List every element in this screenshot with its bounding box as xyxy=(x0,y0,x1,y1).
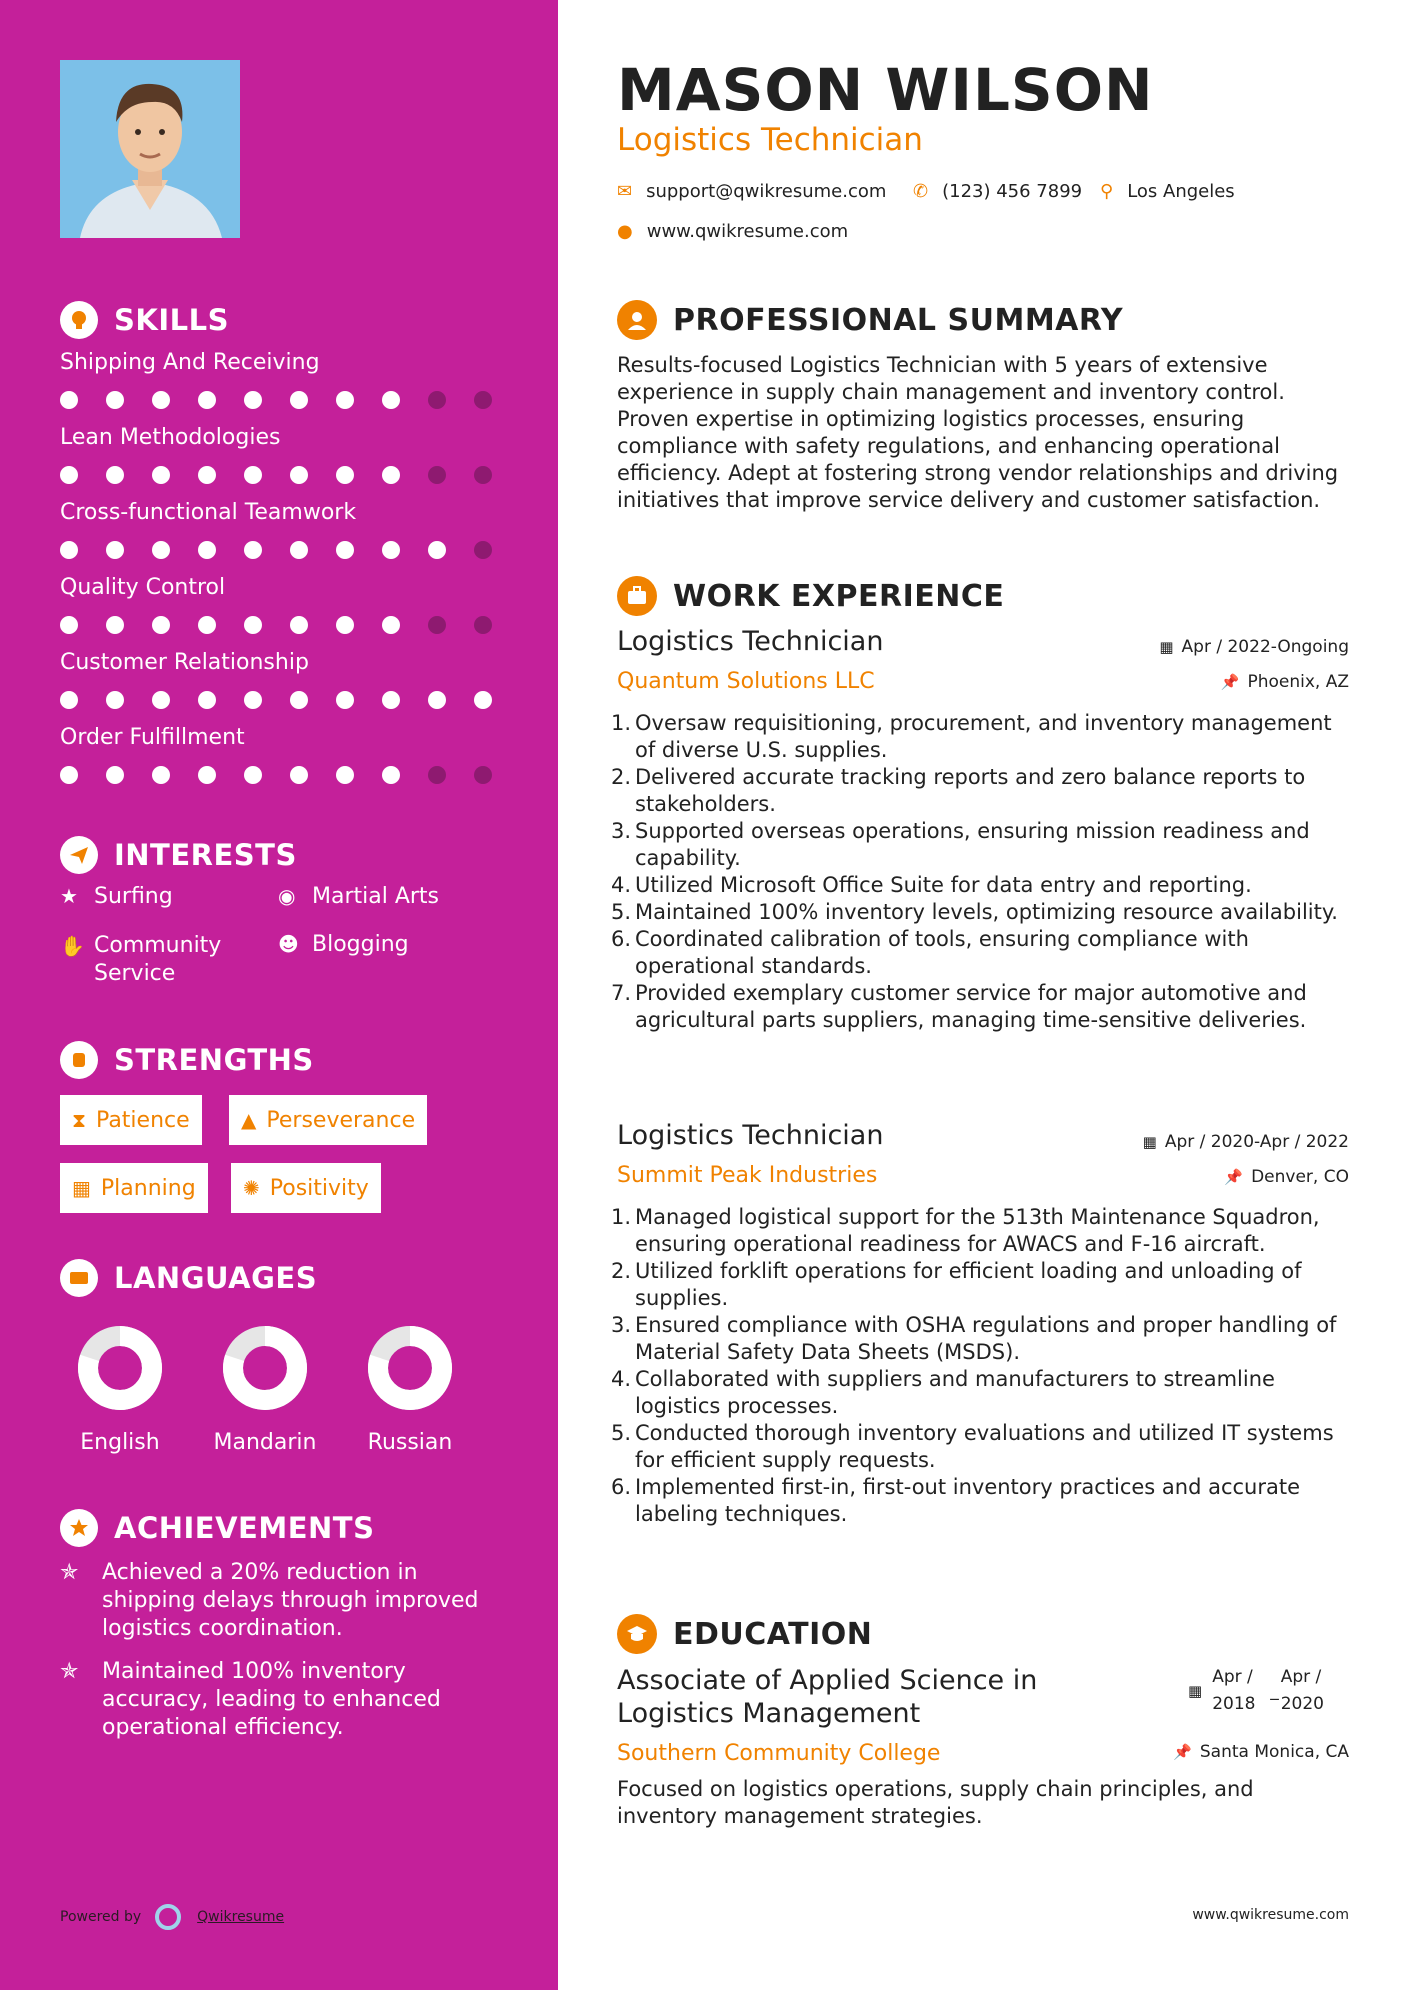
map-pin-icon: ⚲ xyxy=(1100,181,1114,202)
qwikresume-logo-icon xyxy=(155,1904,181,1930)
job-role: Logistics Technician xyxy=(617,1120,884,1151)
powered-by: Powered by Qwikresume xyxy=(60,1904,284,1930)
rating-dot xyxy=(382,691,400,709)
responsibility-item: 6. Implemented first-in, first-out inventory practices and accurate labeling techniques. xyxy=(611,1475,1301,1526)
responsibility-item: 7. Provided exemplary customer service for major automotive and agricultural parts suppliers, managing time-sensitive deliveries. xyxy=(611,981,1307,1032)
star-burst-icon: ✯ xyxy=(60,1560,79,1585)
job-location: 📌 Phoenix, AZ xyxy=(1220,672,1349,692)
rating-dot xyxy=(428,691,446,709)
language-label: English xyxy=(80,1430,160,1455)
lightbulb-icon xyxy=(60,301,98,339)
contact-location: ⚲ Los Angeles xyxy=(1100,181,1235,202)
skill-rating xyxy=(60,766,520,784)
rating-dot xyxy=(152,691,170,709)
rating-dot xyxy=(244,766,262,784)
strength-chip: ▲ Perseverance xyxy=(229,1095,427,1145)
rating-dot xyxy=(382,391,400,409)
rating-dot xyxy=(198,466,216,484)
experience-heading: WORK EXPERIENCE xyxy=(617,576,1004,616)
rating-dot xyxy=(428,466,446,484)
skill-rating xyxy=(60,691,520,709)
footer-url[interactable]: www.qwikresume.com xyxy=(1192,1907,1349,1923)
summary-text: Results-focused Logistics Technician with 5 years of extensive experience in supply chain management and inventory control. Proven expertise in optimizing logistics processes, ensuring compliance with safety regulations, and enhancing operational efficiency. Adept at fostering strong vendor relationships and driving initiatives that improve service delivery and customer satisfaction. xyxy=(617,353,1339,512)
rating-dot xyxy=(244,466,262,484)
rating-dot xyxy=(106,691,124,709)
envelope-icon: ✉ xyxy=(617,181,633,202)
rating-dot xyxy=(152,391,170,409)
rating-dot xyxy=(106,391,124,409)
strength-chip: ⧗ Patience xyxy=(60,1095,202,1145)
job-dates: ▦ Apr / 2020-Apr / 2022 xyxy=(1142,1132,1349,1152)
interests-heading: INTERESTS xyxy=(60,836,297,874)
job-location: 📌 Denver, CO xyxy=(1224,1167,1349,1187)
rating-dot xyxy=(198,691,216,709)
rating-dot xyxy=(152,616,170,634)
interest-item: ✋ Community Service xyxy=(60,933,222,986)
skill-rating xyxy=(60,616,520,634)
briefcase-icon xyxy=(617,576,657,616)
rating-dot xyxy=(244,691,262,709)
interest-item: ◉ Martial Arts xyxy=(278,884,440,909)
skill-rating xyxy=(60,391,520,409)
job-responsibilities xyxy=(611,710,1351,1034)
responsibility-item: 4. Collaborated with suppliers and manufacturers to streamline logistics processes. xyxy=(611,1367,1275,1418)
contact-email[interactable]: ✉ support@qwikresume.com xyxy=(617,181,887,202)
rating-dot xyxy=(428,541,446,559)
job-dates: ▦ Apr / 2022-Ongoing xyxy=(1159,637,1349,657)
rating-dot xyxy=(336,766,354,784)
rating-dot xyxy=(60,391,78,409)
rating-dot xyxy=(474,616,492,634)
pin-icon: 📌 xyxy=(1173,1743,1192,1761)
rating-dot xyxy=(152,466,170,484)
degree: Associate of Applied Science in Logistics Management xyxy=(617,1665,1038,1729)
rating-dot xyxy=(60,466,78,484)
rating-dot xyxy=(152,766,170,784)
rating-dot xyxy=(336,541,354,559)
star-burst-icon: ✯ xyxy=(60,1659,79,1684)
achievements-heading: ACHIEVEMENTS xyxy=(60,1509,374,1547)
language-label: Russian xyxy=(367,1430,453,1455)
rating-dot xyxy=(60,616,78,634)
rating-dot xyxy=(106,616,124,634)
skill-name: Customer Relationship xyxy=(60,650,309,675)
skill-name: Quality Control xyxy=(60,575,226,600)
skill-rating xyxy=(60,466,520,484)
graduation-cap-icon xyxy=(617,1614,657,1654)
rating-dot xyxy=(474,766,492,784)
responsibility-item: 3. Ensured compliance with OSHA regulations and proper handling of Material Safety Data Sheets (MSDS). xyxy=(611,1313,1337,1364)
interest-item: ★ Surfing xyxy=(60,884,173,909)
responsibility-item: 3. Supported overseas operations, ensuring mission readiness and capability. xyxy=(611,819,1310,870)
rating-dot xyxy=(60,766,78,784)
phone-icon: ✆ xyxy=(913,181,929,202)
sidebar xyxy=(0,0,558,1990)
candidate-title: Logistics Technician xyxy=(617,122,923,158)
rating-dot xyxy=(290,691,308,709)
calendar-icon: ▦ xyxy=(72,1176,91,1200)
responsibility-item: 1. Managed logistical support for the 513th Maintenance Squadron, ensuring operational readiness for AWACS and F-16 aircraft. xyxy=(611,1205,1320,1256)
contact-phone[interactable]: ✆ (123) 456 7899 xyxy=(913,181,1083,202)
pin-icon: 📌 xyxy=(1220,673,1240,691)
education-dates: ▦ Apr / 2018 _ Apr / 2020 xyxy=(1188,1667,1324,1714)
contact-website[interactable]: ● www.qwikresume.com xyxy=(617,221,849,242)
responsibility-item: 2. Utilized forklift operations for efficient loading and unloading of supplies. xyxy=(611,1259,1302,1310)
interest-item: ☻ Blogging xyxy=(278,932,409,957)
language-icon xyxy=(60,1259,98,1297)
job-company: Quantum Solutions LLC xyxy=(617,669,875,694)
achievement-item: ✯ Maintained 100% inventory accuracy, leading to enhanced operational efficiency. xyxy=(60,1659,441,1740)
strength-chip: ▦ Planning xyxy=(60,1163,208,1213)
skills-heading: SKILLS xyxy=(60,301,229,339)
rating-dot xyxy=(428,766,446,784)
trophy-icon xyxy=(60,1509,98,1547)
languages-heading: LANGUAGES xyxy=(60,1259,317,1297)
school: Southern Community College xyxy=(617,1741,941,1766)
hourglass-icon: ⧗ xyxy=(72,1108,87,1132)
skill-name: Cross-functional Teamwork xyxy=(60,500,357,525)
rating-dot xyxy=(428,616,446,634)
star-icon: ★ xyxy=(60,884,78,908)
rating-dot xyxy=(336,391,354,409)
users-icon: ☻ xyxy=(278,932,299,956)
achievement-item: ✯ Achieved a 20% reduction in shipping delays through improved logistics coordination. xyxy=(60,1560,479,1641)
language-label: Mandarin xyxy=(213,1430,317,1455)
globe-icon: ◉ xyxy=(278,884,296,908)
rating-dot xyxy=(336,691,354,709)
language-rings xyxy=(0,1316,558,1426)
responsibility-item: 1. Oversaw requisitioning, procurement, and inventory management of diverse U.S. supplies. xyxy=(611,711,1332,762)
rating-dot xyxy=(244,391,262,409)
responsibility-item: 2. Delivered accurate tracking reports and zero balance reports to stakeholders. xyxy=(611,765,1306,816)
user-icon xyxy=(617,300,657,340)
mountain-icon: ▲ xyxy=(241,1108,257,1132)
rating-dot xyxy=(60,541,78,559)
summary-heading: PROFESSIONAL SUMMARY xyxy=(617,300,1123,340)
rating-dot xyxy=(382,541,400,559)
rating-dot xyxy=(290,466,308,484)
rating-dot xyxy=(198,766,216,784)
rating-dot xyxy=(290,391,308,409)
rating-dot xyxy=(336,466,354,484)
calendar-icon: ▦ xyxy=(1159,638,1174,656)
strengths-heading: STRENGTHS xyxy=(60,1041,314,1079)
hand-icon: ✋ xyxy=(60,934,85,958)
education-text: Focused on logistics operations, supply chain principles, and inventory management strategies. xyxy=(617,1777,1254,1828)
candidate-name: MASON WILSON xyxy=(617,56,1154,124)
responsibility-item: 4. Utilized Microsoft Office Suite for data entry and reporting. xyxy=(611,873,1252,897)
rating-dot xyxy=(474,541,492,559)
strength-chip: ✺ Positivity xyxy=(231,1163,381,1213)
paper-plane-icon xyxy=(60,836,98,874)
rating-dot xyxy=(382,616,400,634)
job-role: Logistics Technician xyxy=(617,626,884,657)
profile-photo xyxy=(60,60,240,238)
skill-rating xyxy=(60,541,520,559)
rating-dot xyxy=(382,766,400,784)
rating-dot xyxy=(428,391,446,409)
brand-link[interactable]: Qwikresume xyxy=(197,1909,285,1925)
education-heading: EDUCATION xyxy=(617,1614,872,1654)
rating-dot xyxy=(244,616,262,634)
rating-dot xyxy=(106,766,124,784)
rating-dot xyxy=(290,541,308,559)
fist-icon xyxy=(60,1041,98,1079)
rating-dot xyxy=(290,766,308,784)
rating-dot xyxy=(152,541,170,559)
pin-icon: 📌 xyxy=(1224,1168,1244,1186)
rating-dot xyxy=(474,391,492,409)
rating-dot xyxy=(198,541,216,559)
skill-name: Order Fulfillment xyxy=(60,725,245,750)
rating-dot xyxy=(106,541,124,559)
job-company: Summit Peak Industries xyxy=(617,1163,878,1188)
skill-name: Shipping And Receiving xyxy=(60,350,320,375)
rating-dot xyxy=(60,691,78,709)
calendar-icon: ▦ xyxy=(1142,1133,1157,1151)
responsibility-item: 6. Coordinated calibration of tools, ensuring compliance with operational standards. xyxy=(611,927,1249,978)
responsibility-item: 5. Maintained 100% inventory levels, optimizing resource availability. xyxy=(611,900,1338,924)
rating-dot xyxy=(198,616,216,634)
responsibility-item: 5. Conducted thorough inventory evaluations and utilized IT systems for efficient supply requests. xyxy=(611,1421,1334,1472)
sun-icon: ✺ xyxy=(243,1176,260,1200)
rating-dot xyxy=(474,466,492,484)
job-responsibilities xyxy=(611,1204,1351,1528)
rating-dot xyxy=(244,541,262,559)
rating-dot xyxy=(106,466,124,484)
rating-dot xyxy=(336,616,354,634)
rating-dot xyxy=(382,466,400,484)
education-location: 📌 Santa Monica, CA xyxy=(1173,1742,1349,1762)
skill-name: Lean Methodologies xyxy=(60,425,281,450)
rating-dot xyxy=(474,691,492,709)
rating-dot xyxy=(198,391,216,409)
calendar-icon: ▦ xyxy=(1188,1681,1203,1700)
rating-dot xyxy=(290,616,308,634)
globe-icon: ● xyxy=(617,221,633,242)
